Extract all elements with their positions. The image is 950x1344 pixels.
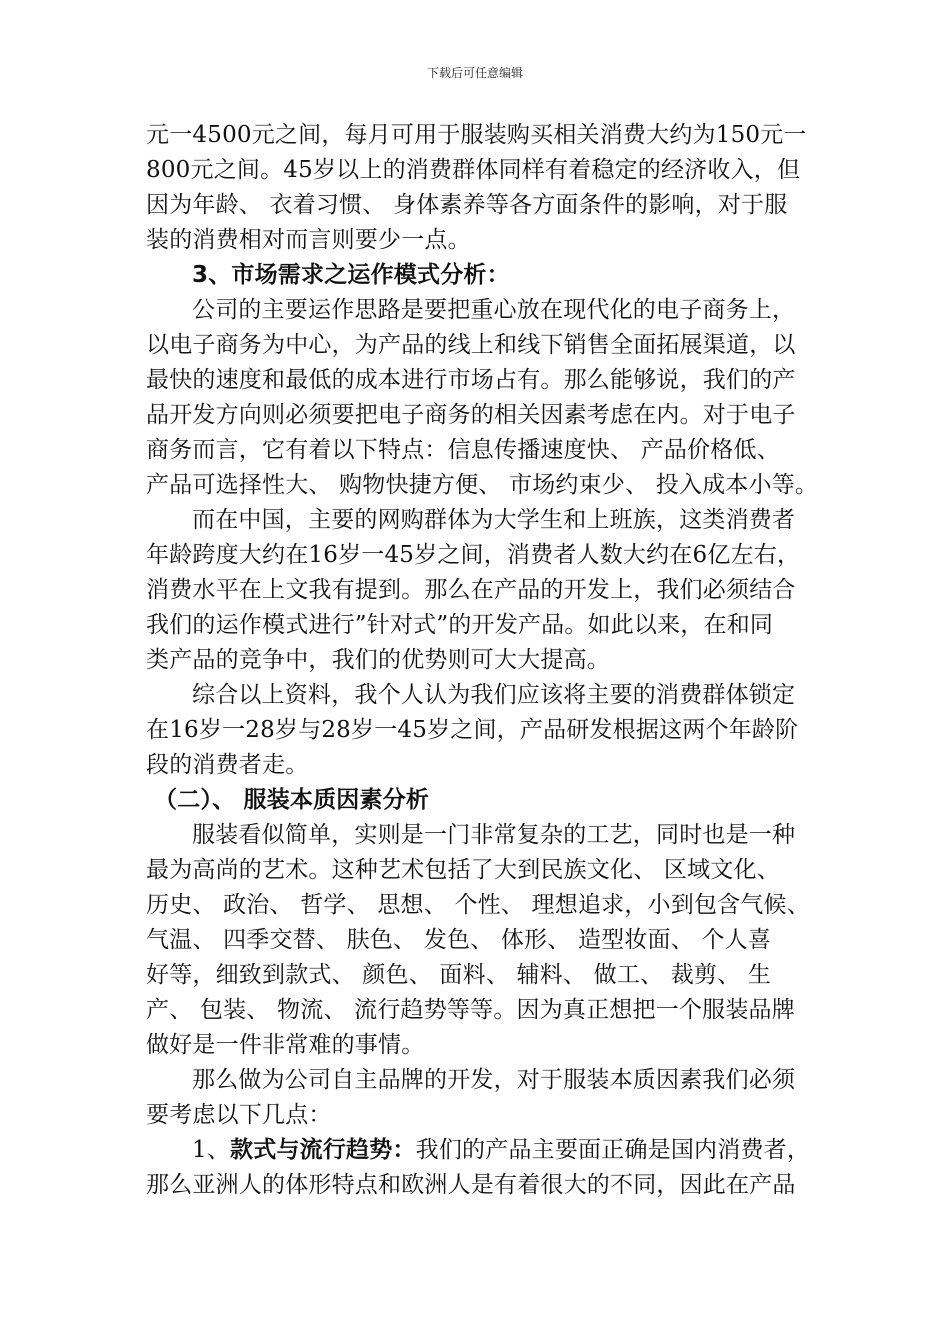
body-line: 我们的运作模式进行”针对式”的开发产品。如此以来，在和同 (146, 612, 774, 638)
body-line: 产、 包装、 物流、 流行趋势等等。因为真正想把一个服装品牌 (146, 997, 795, 1023)
list-item-style-trend (146, 1133, 826, 1168)
body-line: 那么做为公司自主品牌的开发，对于服装本质因素我们必须 (192, 1067, 796, 1093)
body-line: 气温、 四季交替、 肤色、 发色、 体形、 造型妆面、 个人喜 (146, 927, 772, 953)
body-line: 历史、 政治、 哲学、 思想、 个性、 理想追求，小到包含气候、 (146, 892, 810, 918)
body-line: 商务而言，它有着以下特点：信息传播速度快、 产品价格低、 (146, 437, 780, 463)
page-header: 下载后可任意编辑 (426, 66, 523, 80)
body-line: 以电子商务为中心，为产品的线上和线下销售全面拓展渠道，以 (146, 332, 796, 358)
body-line: 产品可选择性大、 购物快捷方便、 市场约束少、 投入成本小等。 (146, 472, 819, 498)
body-line: 800元之间。45岁以上的消费群体同样有着稳定的经济收入，但 (146, 157, 801, 183)
body-line: 装的消费相对而言则要少一点。 (146, 227, 471, 253)
body-line: 公司的主要运作思路是要把重心放在现代化的电子商务上， (192, 297, 796, 323)
body-line: 消费水平在上文我有提到。那么在产品的开发上，我们必须结合 (146, 577, 796, 603)
body-line: 品开发方向则必须要把电子商务的相关因素考虑在内。对于电子 (146, 402, 796, 428)
body-line: 那么亚洲人的体形特点和欧洲人是有着很大的不同，因此在产品 (146, 1172, 796, 1198)
body-line: 年龄跨度大约在16岁一45岁之间，消费者人数大约在6亿左右， (146, 542, 801, 568)
document-body (146, 118, 826, 1203)
list-item-text: 我们的产品主要面正确是国内消费者， (415, 1137, 811, 1163)
body-line: 好等，细致到款式、 颜色、 面料、 辅料、 做工、 裁剪、 生 (146, 962, 772, 988)
body-line: 服装看似简单，实则是一门非常复杂的工艺，同时也是一种 (192, 822, 796, 848)
body-line: 因为年龄、 衣着习惯、 身体素养等各方面条件的影响，对于服 (146, 192, 788, 218)
body-line: 在16岁一28岁与28岁一45岁之间，产品研发根据这两个年龄阶 (146, 717, 799, 743)
section-heading-clothing-factors: （二）、 服装本质因素分析 (154, 787, 430, 813)
body-line: 综合以上资料，我个人认为我们应该将主要的消费群体锁定 (192, 682, 796, 708)
body-line: 做好是一件非常难的事情。 (146, 1032, 425, 1058)
list-item-title: 款式与流行趋势： (230, 1137, 416, 1163)
body-line: 段的消费者走。 (146, 752, 309, 778)
section-heading-market-model: 3、市场需求之运作模式分析： (192, 262, 510, 288)
body-line: 最为高尚的艺术。这种艺术包括了大到民族文化、 区域文化、 (146, 857, 780, 883)
body-line: 类产品的竞争中，我们的优势则可大大提高。 (146, 647, 610, 673)
list-item-number: 1、 (192, 1137, 231, 1163)
body-line: 而在中国，主要的网购群体为大学生和上班族，这类消费者 (192, 507, 796, 533)
body-line: 元一4500元之间，每月可用于服装购买相关消费大约为150元一 (146, 122, 807, 148)
body-line: 要考虑以下几点： (146, 1102, 332, 1128)
body-line: 最快的速度和最低的成本进行市场占有。那么能够说，我们的产 (146, 367, 796, 393)
